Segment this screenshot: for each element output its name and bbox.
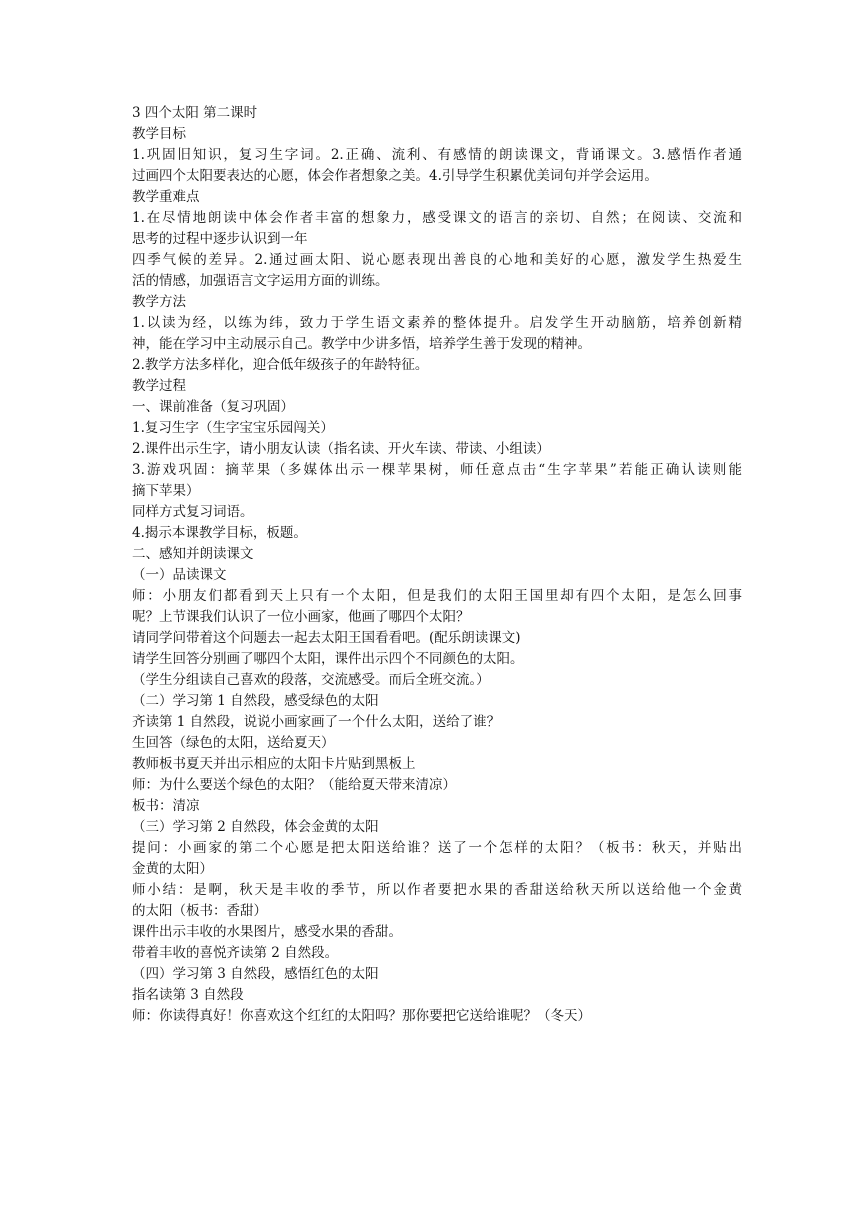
text-line: 神，能在学习中主动展示自己。教学中少讲多悟，培养学生善于发现的精神。 xyxy=(132,336,591,352)
text-line: 课件出示丰收的水果图片，感受水果的香甜。 xyxy=(132,924,402,940)
text-line: 请学生回答分别画了哪四个太阳，课件出示四个不同颜色的太阳。 xyxy=(132,651,524,667)
text-line: 生回答（绿色的太阳，送给夏天） xyxy=(132,735,335,751)
text-line: 同样方式复习词语。 xyxy=(132,504,254,520)
text-line: 1.巩固旧知识，复习生字词。2.正确、流利、有感情的朗读课文，背诵课文。3.感悟作者通 xyxy=(132,147,742,163)
document-page xyxy=(132,103,742,1027)
text-line: 2.课件出示生字，请小朋友认读（指名读、开火车读、带读、小组读） xyxy=(132,441,550,457)
text-line: 教学目标 xyxy=(132,126,186,142)
text-line: 一、课前准备（复习巩固） xyxy=(132,399,294,415)
text-line: 思考的过程中逐步认识到一年 xyxy=(132,231,308,247)
text-line: 带着丰收的喜悦齐读第 2 自然段。 xyxy=(132,945,339,961)
text-line: 活的情感，加强语言文字运用方面的训练。 xyxy=(132,273,389,289)
text-line: （学生分组读自己喜欢的段落，交流感受。而后全班交流。） xyxy=(132,672,490,688)
text-line: 呢？上节课我们认识了一位小画家，他画了哪四个太阳？ xyxy=(132,609,470,625)
text-line: 的太阳（板书：香甜） xyxy=(132,903,267,919)
text-line: （二）学习第 1 自然段，感受绿色的太阳 xyxy=(132,693,379,709)
text-line: 1.以读为经，以练为纬，致力于学生语文素养的整体提升。启发学生开动脑筋，培养创新精 xyxy=(132,315,742,331)
text-line: 3 四个太阳 第二课时 xyxy=(132,105,258,121)
text-line: 1.在尽情地朗读中体会作者丰富的想象力，感受课文的语言的亲切、自然；在阅读、交流和 xyxy=(132,210,742,226)
text-line: 提问：小画家的第二个心愿是把太阳送给谁？送了一个怎样的太阳？（板书：秋天，并贴出 xyxy=(132,840,742,856)
text-line: 金黄的太阳） xyxy=(132,861,213,877)
text-line: 教学方法 xyxy=(132,294,186,310)
text-line: 4.揭示本课教学目标，板题。 xyxy=(132,525,307,541)
text-line: 2.教学方法多样化，迎合低年级孩子的年龄特征。 xyxy=(132,357,429,373)
text-line: 教学重难点 xyxy=(132,189,200,205)
text-line: 指名读第 3 自然段 xyxy=(132,987,244,1003)
text-line: （三）学习第 2 自然段，体会金黄的太阳 xyxy=(132,819,379,835)
text-line: 齐读第 1 自然段，说说小画家画了一个什么太阳，送给了谁？ xyxy=(132,714,501,730)
text-line: 1.复习生字（生字宝宝乐园闯关） xyxy=(132,420,334,436)
text-line: 师：你读得真好！你喜欢这个红红的太阳吗？那你要把它送给谁呢？（冬天） xyxy=(132,1008,591,1024)
text-line: 师：为什么要送个绿色的太阳？（能给夏天带来清凉） xyxy=(132,777,456,793)
text-line: （一）品读课文 xyxy=(132,567,227,583)
text-line: 教师板书夏天并出示相应的太阳卡片贴到黑板上 xyxy=(132,756,416,772)
text-line: 师小结：是啊，秋天是丰收的季节，所以作者要把水果的香甜送给秋天所以送给他一个金黄 xyxy=(132,882,742,898)
text-line: 教学过程 xyxy=(132,378,186,394)
text-line: 板书：清凉 xyxy=(132,798,200,814)
text-line: （四）学习第 3 自然段，感悟红色的太阳 xyxy=(132,966,379,982)
text-line: 摘下苹果） xyxy=(132,483,200,499)
text-line: 3.游戏巩固：摘苹果（多媒体出示一棵苹果树，师任意点击“生字苹果”若能正确认读则能 xyxy=(132,462,742,478)
text-line: 二、感知并朗读课文 xyxy=(132,546,254,562)
text-line: 四季气候的差异。2.通过画太阳、说心愿表现出善良的心地和美好的心愿，激发学生热爱生 xyxy=(132,252,742,268)
text-line: 师：小朋友们都看到天上只有一个太阳，但是我们的太阳王国里却有四个太阳，是怎么回事 xyxy=(132,588,742,604)
text-line: 请同学问带着这个问题去一起去太阳王国看看吧。(配乐朗读课文) xyxy=(132,630,521,646)
text-line: 过画四个太阳要表达的心愿，体会作者想象之美。4.引导学生积累优美词句并学会运用。 xyxy=(132,168,658,184)
